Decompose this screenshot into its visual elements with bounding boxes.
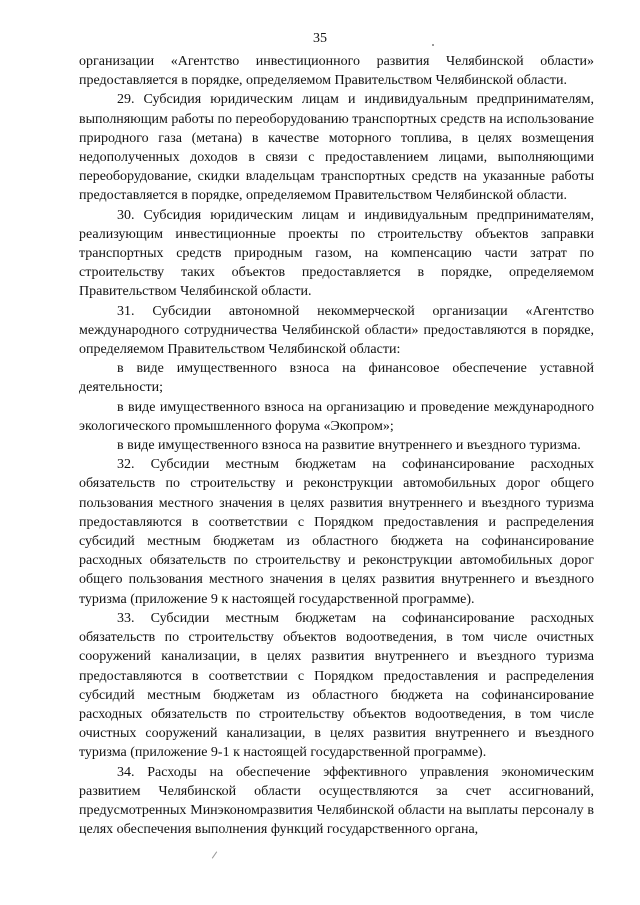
paragraph-31: 31. Субсидии автономной некоммерческой организации «Агентство международного сотрудничества Челябинской области» предоставляются в порядке, определяемом Правительством Челябинской области:	[79, 303, 594, 358]
paragraph-continuation: организации «Агентство инвестиционного развития Челябинской области» предоставляется в порядке, определяемом Правительством Челябинской области.	[79, 54, 594, 89]
paragraph-31-item-1: в виде имущественного взноса на финансовое обеспечение уставной деятельности;	[79, 361, 594, 396]
paragraph-34: 34. Расходы на обеспечение эффективного управления экономическим развитием Челябинской области осуществляются за счет ассигнований, предусмотренных Минэкономразвития Челябинской области на выплаты персоналу в целях обеспечения выполнения функций государственного органа,	[79, 764, 594, 838]
paragraph-33: 33. Субсидии местным бюджетам на софинансирование расходных обязательств по строительству объектов водоотведения, в том числе очистных сооружений канализации, в целях развития внутреннего и въездного туризма предоставляются в соответствии с Порядком предоставления и распределения субсидий местным бюджетам из областного бюджета на софинансирование расходных обязательств по строительству объектов водоотведения, в том числе очистных сооружений канализации, в целях развития внутреннего и въездного туризма (приложение 9-1 к настоящей государственной программе).	[79, 610, 594, 761]
paragraph-32: 32. Субсидии местным бюджетам на софинансирование расходных обязательств по строительству и реконструкции автомобильных дорог общего пользования местного значения в целях развития внутреннего и въездного туризма предоставляются в соответствии с Порядком предоставления и распределения субсидий местным бюджетам из областного бюджета на софинансирование расходных обязательств по строительству и реконструкции автомобильных дорог общего пользования местного значения в целях развития внутреннего и въездного туризма (приложение 9 к настоящей государственной программе).	[79, 457, 594, 607]
scan-speck	[432, 44, 434, 46]
document-body	[79, 52, 594, 839]
paragraph-29: 29. Субсидия юридическим лицам и индивидуальным предпринимателям, выполняющим работы по переоборудованию транспортных средств на использование природного газа (метана) в качестве моторного топлива, в целях возмещения недополученных доходов в связи с предоставлением лицами, выполняющими переоборудование, скидки владельцам транспортных средств на указанные работы предоставляется в порядке, определяемом Правительством Челябинской области.	[79, 92, 594, 204]
paragraph-31-item-2: в виде имущественного взноса на организацию и проведение международного экологического промышленного форума «Экопром»;	[79, 399, 594, 434]
paragraph-31-item-3: в виде имущественного взноса на развитие внутреннего и въездного туризма.	[117, 438, 581, 454]
page-number: 35	[313, 31, 327, 46]
scan-mark	[212, 851, 217, 858]
paragraph-30: 30. Субсидия юридическим лицам и индивидуальным предпринимателям, реализующим инвестиционные проекты по строительству объектов заправки транспортных средств природным газом, на компенсацию части затрат по строительству таких объектов предоставляется в порядке, определяемом Правительством Челябинской области.	[79, 207, 594, 300]
